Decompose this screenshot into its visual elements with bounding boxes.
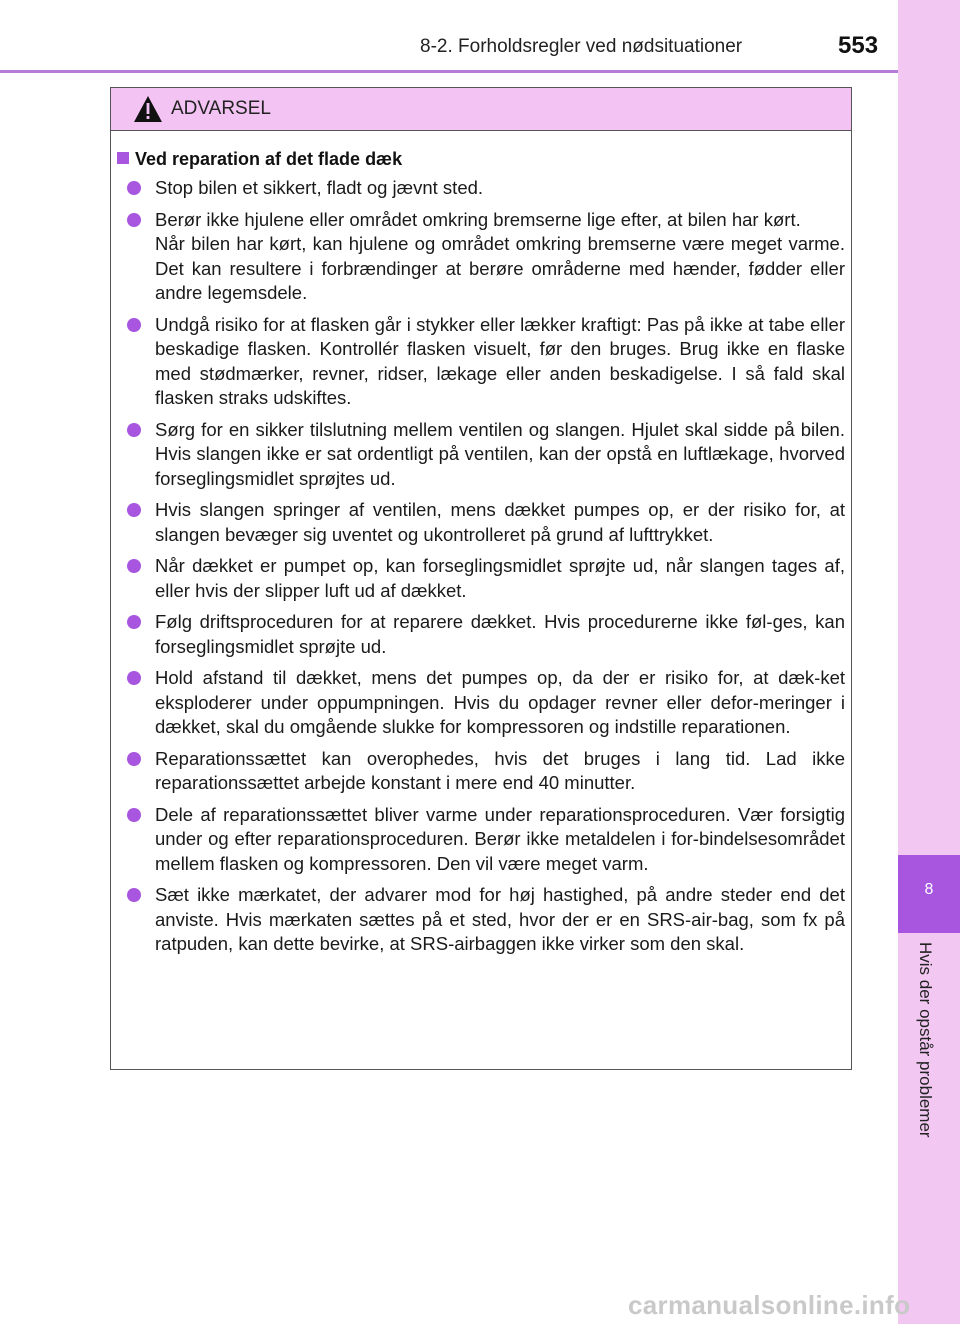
list-item-text: Berør ikke hjulene eller området omkring bremserne lige efter, at bilen har kørt. Når bilen har kørt, kan hjulene og området omkring bremserne være meget varme. Det kan resultere i forbrændinger at berøre områderne med hænder, fødder eller andre legemsdele. [155,208,845,303]
circle-bullet-icon [127,752,141,766]
list-item [155,498,845,547]
list-item [155,747,845,796]
list-item-text: Sørg for en sikker tilslutning mellem ventilen og slangen. Hjulet skal sidde på bilen. Hvis slangen ikke er sat ordentligt på ventilen, kan der opstå en luftlækage, hvorved forseglingsmidlet sprøjtes ud. [155,418,845,489]
warning-triangle-icon [133,95,163,123]
circle-bullet-icon [127,888,141,902]
warning-label: ADVARSEL [171,98,271,119]
header-section-title: 8-2. Forholdsregler ved nødsituationer [420,36,743,57]
watermark: carmanualsonline.info [628,1290,911,1320]
list-item-text: Hold afstand til dækket, mens det pumpes op, da der er risiko for, at dæk-ket eksploderer under oppumpningen. Hvis du opdager revner eller defor-meringer i dækket, skal du omgående slukke for kompressoren og indstille reparationen. [155,667,845,737]
list-item-text: Når dækket er pumpet op, kan forseglingsmidlet sprøjte ud, når slangen tages af, eller hvis der slipper luft ud af dækket. [155,555,845,601]
side-tab-chapter-label: Hvis der opstår problemer [916,942,935,1138]
list-item-text: Undgå risiko for at flasken går i stykker eller lækker kraftigt: Pas på ikke at tabe eller beskadige flasken. Kontrollér flasken visuelt, før den bruges. Brug ikke en flaske med stødmærker, revner, ridser, lækage eller anden beskadigelse. I så fald skal flasken straks udskiftes. [155,313,845,408]
list-item-text: Sæt ikke mærkatet, der advarer mod for høj hastighed, på andre steder end det anviste. Hvis mærkaten sættes på et sted, hvor der er en SRS-air-bag, som fx på ratpuden, kan dette bevirke, at SRS-airbaggen ikke virker som den skal. [155,884,845,954]
section-heading-text: Ved reparation af det flade dæk [135,149,403,169]
list-item-text: Hvis slangen springer af ventilen, mens dækket pumpes op, er der risiko for, at slangen bevæger sig uventet og ukontrolleret på grund af lufttrykket. [155,499,845,545]
circle-bullet-icon [127,213,141,227]
circle-bullet-icon [127,671,141,685]
circle-bullet-icon [127,181,141,195]
circle-bullet-icon [127,318,141,332]
side-tab-chapter-block [898,855,960,933]
list-item [155,313,845,411]
list-item [155,554,845,603]
list-item [155,610,845,659]
list-item [155,666,845,740]
list-item-text: Stop bilen et sikkert, fladt og jævnt sted. [155,177,484,198]
circle-bullet-icon [127,559,141,573]
page-number: 553 [838,32,879,59]
list-item [155,803,845,877]
bullet-list [155,176,845,964]
section-heading [117,149,402,170]
circle-bullet-icon [127,615,141,629]
header-divider [0,70,898,73]
list-item [155,176,845,201]
list-item-text: Følg driftsproceduren for at reparere dækket. Hvis procedurerne ikke føl-ges, kan forseglingsmidlet sprøjte ud. [155,611,845,657]
warning-header [111,88,851,131]
circle-bullet-icon [127,808,141,822]
circle-bullet-icon [127,503,141,517]
list-item-text: Reparationssættet kan overophedes, hvis det bruges i lang tid. Lad ikke reparationssættet arbejde konstant i mere end 40 minutter. [155,747,845,793]
warning-box [110,87,852,1070]
circle-bullet-icon [127,423,141,437]
square-marker-icon [117,152,129,164]
side-tab-chapter-number: 8 [924,881,934,898]
list-item [155,418,845,492]
list-item [155,883,845,957]
list-item-text: Dele af reparationssættet bliver varme under reparationsproceduren. Vær forsigtig under og efter reparationsproceduren. Berør ikke metaldelen i for-bindelsesområdet mellem flasken og kompressoren. Den vil være meget varm. [155,803,845,874]
list-item [155,208,845,306]
